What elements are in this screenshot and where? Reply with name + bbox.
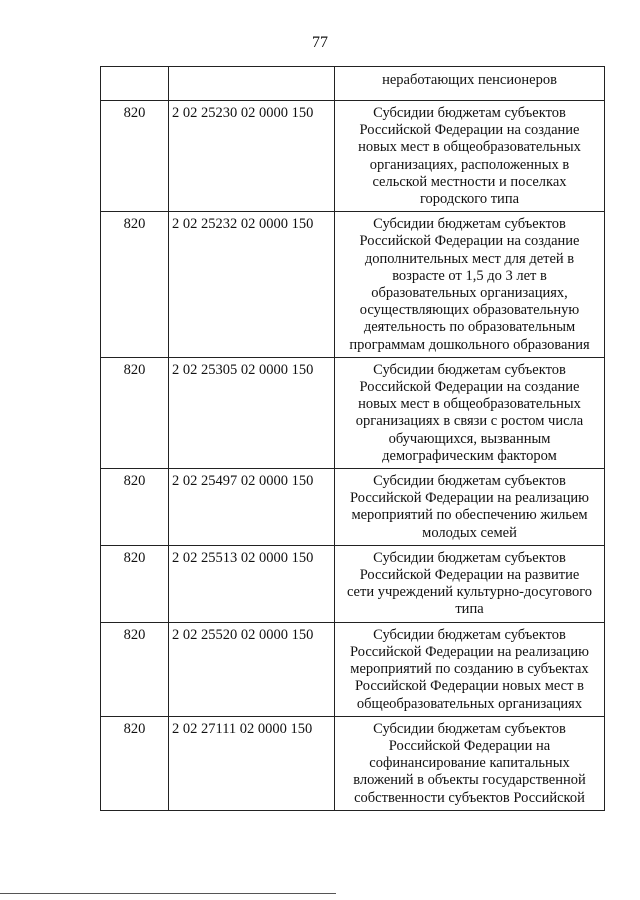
budget-code-cell: 2 02 25520 02 0000 150 <box>169 622 335 716</box>
admin-code-cell: 820 <box>101 716 169 810</box>
revenue-name-line: Субсидии бюджетам субъектов <box>373 626 566 643</box>
admin-code-cell: 820 <box>101 357 169 468</box>
revenue-name-line: Субсидии бюджетам субъектов <box>373 105 566 121</box>
revenue-name-cell <box>335 101 605 212</box>
table-row <box>101 67 605 101</box>
admin-code-cell: 820 <box>101 469 169 546</box>
admin-code-cell: 820 <box>101 101 169 212</box>
revenue-name-line: Российской Федерации на реализацию <box>350 490 589 507</box>
page-number: 77 <box>312 34 328 51</box>
revenue-name-line: Субсидии бюджетам субъектов <box>373 216 566 233</box>
revenue-name-line: программам дошкольного образования <box>349 336 590 353</box>
budget-code-cell: 2 02 25230 02 0000 150 <box>169 101 335 212</box>
revenue-name-cell <box>335 357 605 468</box>
revenue-name-line: Субсидии бюджетам субъектов <box>373 549 566 566</box>
revenue-name-line: новых мест в общеобразовательных <box>358 396 581 413</box>
revenue-name-line: вложений в объекты государственной <box>353 772 586 789</box>
revenue-name-line: образовательных организациях, <box>371 285 568 302</box>
revenue-classification-table <box>100 66 605 811</box>
revenue-name-line: организациях в связи с ростом числа <box>355 413 584 430</box>
table-row <box>101 101 605 212</box>
revenue-name-cell <box>335 469 605 546</box>
revenue-name-line: осуществляющих образовательную <box>359 302 580 319</box>
admin-code-cell <box>101 67 169 101</box>
revenue-name-line: дополнительных мест для детей в <box>364 250 575 267</box>
revenue-name-line: городского типа <box>419 191 520 208</box>
revenue-name-line: софинансирование капитальных <box>369 755 570 772</box>
revenue-name-line: Российской Федерации на реализацию <box>350 643 589 660</box>
budget-code-cell: 2 02 25305 02 0000 150 <box>169 357 335 468</box>
revenue-name-line: Российской Федерации на создание <box>359 379 580 396</box>
table-row <box>101 469 605 546</box>
revenue-name-line: Российской Федерации на создание <box>359 122 580 139</box>
revenue-name-cell <box>335 67 605 101</box>
table-row <box>101 716 605 810</box>
footer-rule <box>0 893 336 894</box>
revenue-name-line: новых мест в общеобразовательных <box>358 139 581 156</box>
revenue-name-line: сети учреждений культурно-досугового <box>346 584 593 601</box>
revenue-name-line: мероприятий по созданию в субъектах <box>350 661 589 678</box>
revenue-name-line: мероприятий по обеспечению жильем <box>351 507 588 524</box>
revenue-name-line: сельской местности и поселках <box>372 173 567 190</box>
revenue-name-line: Российской Федерации на развитие <box>359 567 580 584</box>
revenue-name-line: возрасте от 1,5 до 3 лет в <box>392 267 547 284</box>
revenue-name-cell <box>335 545 605 622</box>
revenue-name-line: общеобразовательных организациях <box>356 695 583 712</box>
revenue-name-line: собственности субъектов Российской <box>354 789 585 806</box>
table-row <box>101 622 605 716</box>
revenue-name-line: организациях, расположенных в <box>369 156 570 173</box>
revenue-name-line: Субсидии бюджетам субъектов <box>373 473 566 490</box>
revenue-name-line: Российской Федерации на создание <box>359 233 580 250</box>
revenue-name-line: молодых семей <box>422 524 517 541</box>
revenue-name-line: Субсидии бюджетам субъектов <box>373 720 566 737</box>
table-row <box>101 357 605 468</box>
revenue-name-cell <box>335 716 605 810</box>
revenue-name-cell <box>335 622 605 716</box>
revenue-name-line: Субсидии бюджетам субъектов <box>373 361 566 378</box>
table-body <box>101 67 605 811</box>
admin-code-cell: 820 <box>101 545 169 622</box>
budget-code-cell <box>169 67 335 101</box>
revenue-name-line: типа <box>455 601 484 618</box>
revenue-name-cell <box>335 212 605 358</box>
revenue-name-line: Российской Федерации новых мест в <box>355 678 584 695</box>
revenue-name-line: обучающихся, вызванным <box>388 430 551 447</box>
revenue-name-line: демографическим фактором <box>382 447 557 464</box>
admin-code-cell: 820 <box>101 212 169 358</box>
budget-code-cell: 2 02 25232 02 0000 150 <box>169 212 335 358</box>
revenue-name-line: Российской Федерации на <box>388 737 551 754</box>
table-row <box>101 545 605 622</box>
budget-code-cell: 2 02 25513 02 0000 150 <box>169 545 335 622</box>
budget-code-cell: 2 02 25497 02 0000 150 <box>169 469 335 546</box>
budget-code-cell: 2 02 27111 02 0000 150 <box>169 716 335 810</box>
admin-code-cell: 820 <box>101 622 169 716</box>
revenue-name-line: деятельность по образовательным <box>363 319 576 336</box>
table-row <box>101 212 605 358</box>
revenue-name-line: неработающих пенсионеров <box>382 72 557 88</box>
